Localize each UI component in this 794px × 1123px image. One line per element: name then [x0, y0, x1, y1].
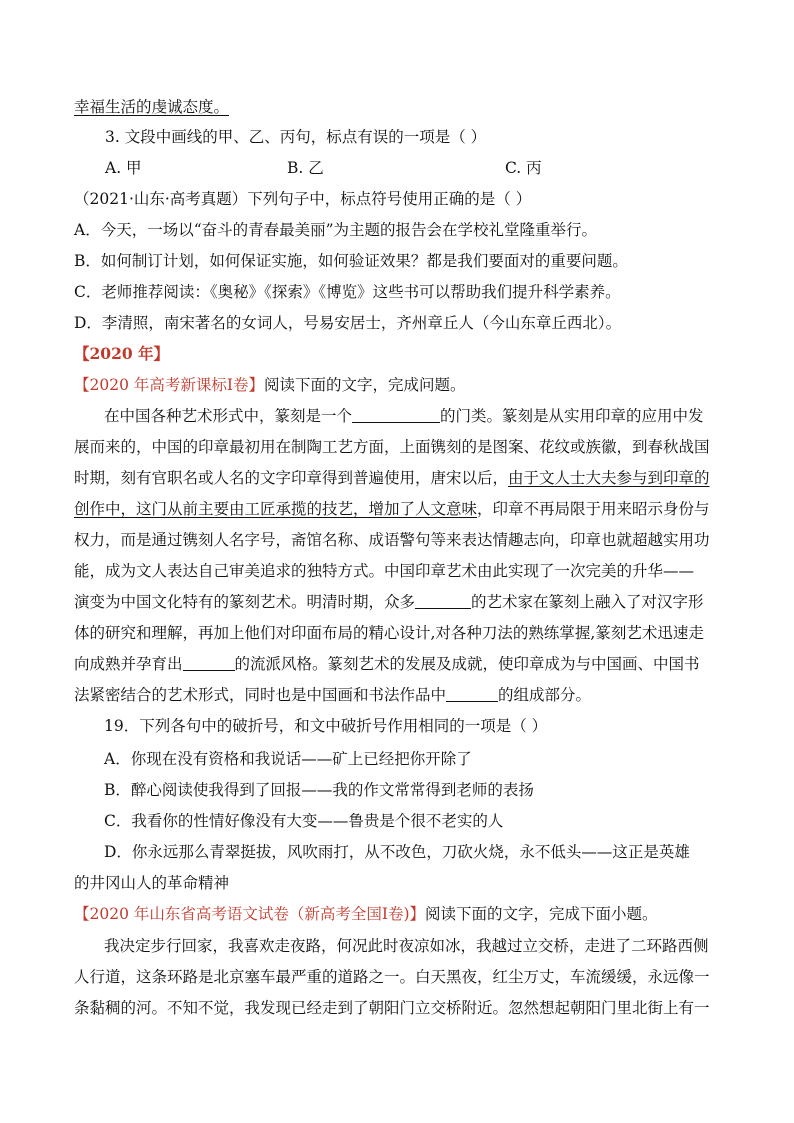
passage-text: ，印章不再局限于用来昭示身份与: [477, 500, 710, 518]
fill-blank-3: [183, 654, 235, 671]
passage-text: 的组成部分。: [498, 686, 592, 704]
passage-1-line: [104, 406, 704, 426]
passage-1-line: 展而来的，中国的印章最初用在制陶工艺方面，上面镌刻的是图案、花纹或族徽，到春秋战国: [74, 438, 710, 456]
passage-1-line: 权力，而是通过镌刻人名字号，斋馆名称、成语警句等来表达情趣志向，印章也就超越实用功: [74, 531, 710, 549]
passage-text: 演变为中国文化特有的篆刻艺术。明清时期，众多: [74, 593, 416, 611]
question-2021-option-b: B．如何制订计划，如何保证实施，如何验证效果？都是我们要面对的重要问题。: [74, 252, 628, 270]
question-3-stem: 3. 文段中画线的甲、乙、丙句，标点有误的一项是（ ）: [105, 128, 487, 146]
passage-text: 的流派风格。篆刻艺术的发展及成就，使印章成为与中国画、中国书: [234, 655, 700, 673]
passage-1-line: [74, 685, 591, 705]
section-2-instruction: 阅读下面的文字，完成下面小题。: [425, 905, 658, 923]
section-2-source: 【2020 年山东省高考语文试卷（新高考全国Ⅰ卷)】: [74, 905, 426, 923]
question-3-option-c: C. 丙: [505, 159, 542, 177]
underlined-sentence: 由于文人士大夫参与到印章的: [508, 469, 710, 487]
passage-1-line: [74, 468, 710, 488]
passage-1-line: [74, 592, 704, 612]
passage-text: 的艺术家在篆刻上融入了对汉字形: [471, 593, 704, 611]
section-1-instruction: 阅读下面的文字，完成问题。: [264, 376, 466, 394]
question-19-option-c: C．我看你的性情好像没有大变——鲁贵是个很不老实的人: [104, 812, 504, 830]
question-2021-option-c: C．老师推荐阅读：《奥秘》《探索》《博览》这些书可以帮助我们提升科学素养。: [74, 283, 621, 301]
passage-1-line: 能，成为文人表达自己审美追求的独特方式。中国印章艺术由此实现了一次完美的升华——: [74, 562, 695, 580]
passage-2-line: 条黏稠的河。不知不觉，我发现已经走到了朝阳门立交桥附近。忽然想起朝阳门里北街上有一: [74, 999, 710, 1017]
passage-text: 向成熟并孕育出: [74, 655, 183, 673]
continued-text-line: 幸福生活的虔诚态度。: [74, 98, 230, 116]
fill-blank-2: [415, 592, 471, 609]
section-2-header: [74, 904, 658, 924]
question-3-option-a: A. 甲: [105, 159, 142, 177]
passage-1-line: [74, 654, 700, 674]
question-19-option-d: D．你永远那么青翠挺拔，风吹雨打，从不改色，刀砍火烧，永不低头——这正是英雄: [104, 843, 690, 861]
passage-text: 的门类。篆刻是从实用印章的应用中发: [440, 407, 704, 425]
passage-text: 时期，刻有官职名或人名的文字印章得到普遍使用，唐宋以后，: [74, 469, 509, 487]
question-2021-stem: （2021·山东·高考真题）下列句子中，标点符号使用正确的是（ ）: [74, 190, 532, 208]
question-19-stem: 19．下列各句中的破折号，和文中破折号作用相同的一项是（ ）: [104, 717, 548, 735]
section-1-source: 【2020 年高考新课标Ⅰ卷】: [74, 376, 264, 394]
question-2021-option-d: D．李清照，南宋著名的女词人，号易安居士，齐州章丘人（今山东章丘西北）。: [74, 314, 622, 332]
year-heading: 【2020 年】: [74, 344, 170, 363]
section-1-header: [74, 375, 466, 395]
passage-1-line: 体的研究和理解，再加上他们对印面布局的精心设计,对各种刀法的熟练掌握,篆刻艺术迅速走: [74, 624, 704, 642]
question-2021-option-a: A．今天，一场以“奋斗的青春最美丽”为主题的报告会在学校礼堂隆重举行。: [74, 221, 598, 239]
question-19-option-a: A．你现在没有资格和我说话——矿上已经把你开除了: [104, 750, 472, 768]
question-19-option-b: B．醉心阅读使我得到了回报——我的作文常常得到老师的表扬: [104, 781, 534, 799]
passage-1-line: [74, 499, 710, 519]
passage-text: 法紧密结合的艺术形式，同时也是中国画和书法作品中: [74, 686, 447, 704]
passage-text: 在中国各种艺术形式中，篆刻是一个: [104, 407, 353, 425]
passage-2-line: 人行道，这条环路是北京塞车最严重的道路之一。白天黑夜，红尘万丈，车流缓缓，永远像一: [74, 968, 710, 986]
fill-blank-4: [446, 685, 498, 702]
fill-blank-1: [352, 406, 440, 423]
question-19-option-d-cont: 的井冈山人的革命精神: [74, 874, 230, 892]
underlined-sentence: 创作中，这门从前主要由工匠承揽的技艺，增加了人文意味: [74, 500, 478, 518]
question-3-option-b: B. 乙: [287, 159, 324, 177]
passage-2-line: 我决定步行回家，我喜欢走夜路，何况此时夜凉如冰，我越过立交桥，走进了二环路西侧: [104, 937, 709, 955]
